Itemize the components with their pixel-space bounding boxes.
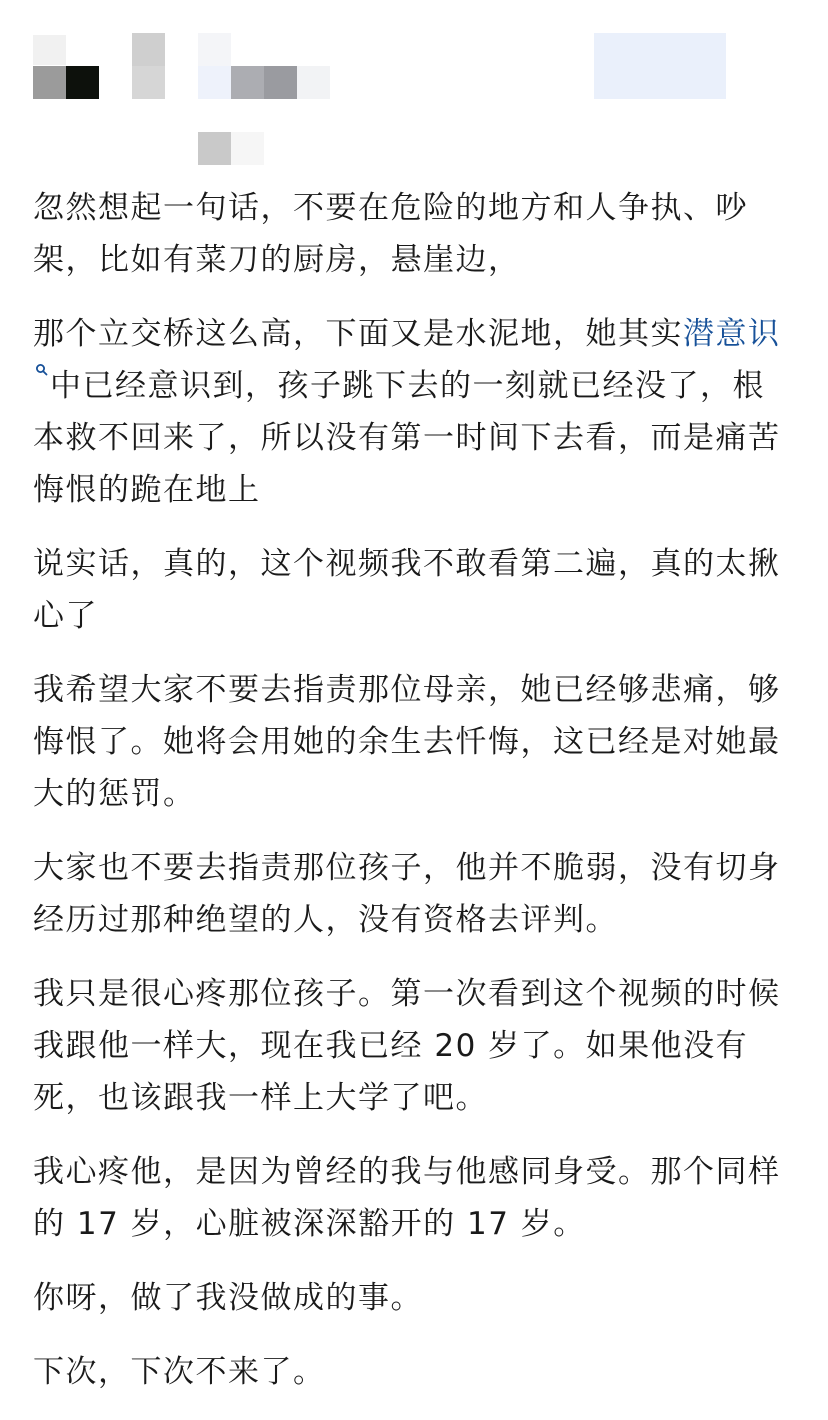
mosaic-tile: [198, 132, 231, 165]
mosaic-tile: [33, 35, 66, 65]
mosaic-tile: [33, 66, 66, 99]
mosaic-tile: [594, 33, 726, 99]
keyword-link-text[interactable]: 潜意识: [683, 316, 781, 352]
mosaic-tile: [264, 66, 297, 99]
mosaic-tile: [132, 66, 165, 99]
mosaic-tile: [66, 66, 99, 99]
mosaic-tile: [231, 132, 264, 165]
search-icon[interactable]: [35, 363, 48, 376]
mosaic-tile: [231, 66, 264, 99]
mosaic-tile: [198, 66, 231, 99]
post-body: [33, 182, 795, 1420]
mosaic-tile: [297, 66, 330, 99]
paragraph: 说实话，真的，这个视频我不敢看第二遍，真的太揪心了: [33, 546, 781, 634]
mosaic-tile: [132, 33, 165, 66]
paragraph: 下次，下次不来了。: [33, 1354, 326, 1390]
paragraph: [33, 308, 795, 516]
paragraph: 我心疼他，是因为曾经的我与他感同身受。那个同样的 17 岁，心脏被深深豁开的 17 岁。: [33, 1154, 781, 1242]
paragraph: 大家也不要去指责那位孩子，他并不脆弱，没有切身经历过那种绝望的人，没有资格去评判。: [33, 850, 781, 938]
paragraph-text: 那个立交桥这么高，下面又是水泥地，她其实: [33, 316, 683, 352]
paragraph: 忽然想起一句话，不要在危险的地方和人争执、吵架，比如有菜刀的厨房，悬崖边，: [33, 190, 748, 278]
blurred-author-header: [0, 0, 828, 170]
mosaic-tile: [198, 33, 231, 66]
paragraph: 我只是很心疼那位孩子。第一次看到这个视频的时候我跟他一样大，现在我已经 20 岁了。如果他没有死，也该跟我一样上大学了吧。: [33, 976, 781, 1116]
paragraph: 我希望大家不要去指责那位母亲，她已经够悲痛，够悔恨了。她将会用她的余生去忏悔，这已经是对她最大的惩罚。: [33, 672, 781, 812]
paragraph-text: 中已经意识到，孩子跳下去的一刻就已经没了，根本救不回来了，所以没有第一时间下去看，而是痛苦悔恨的跪在地上: [33, 368, 781, 508]
paragraph: 你呀，做了我没做成的事。: [33, 1280, 423, 1316]
